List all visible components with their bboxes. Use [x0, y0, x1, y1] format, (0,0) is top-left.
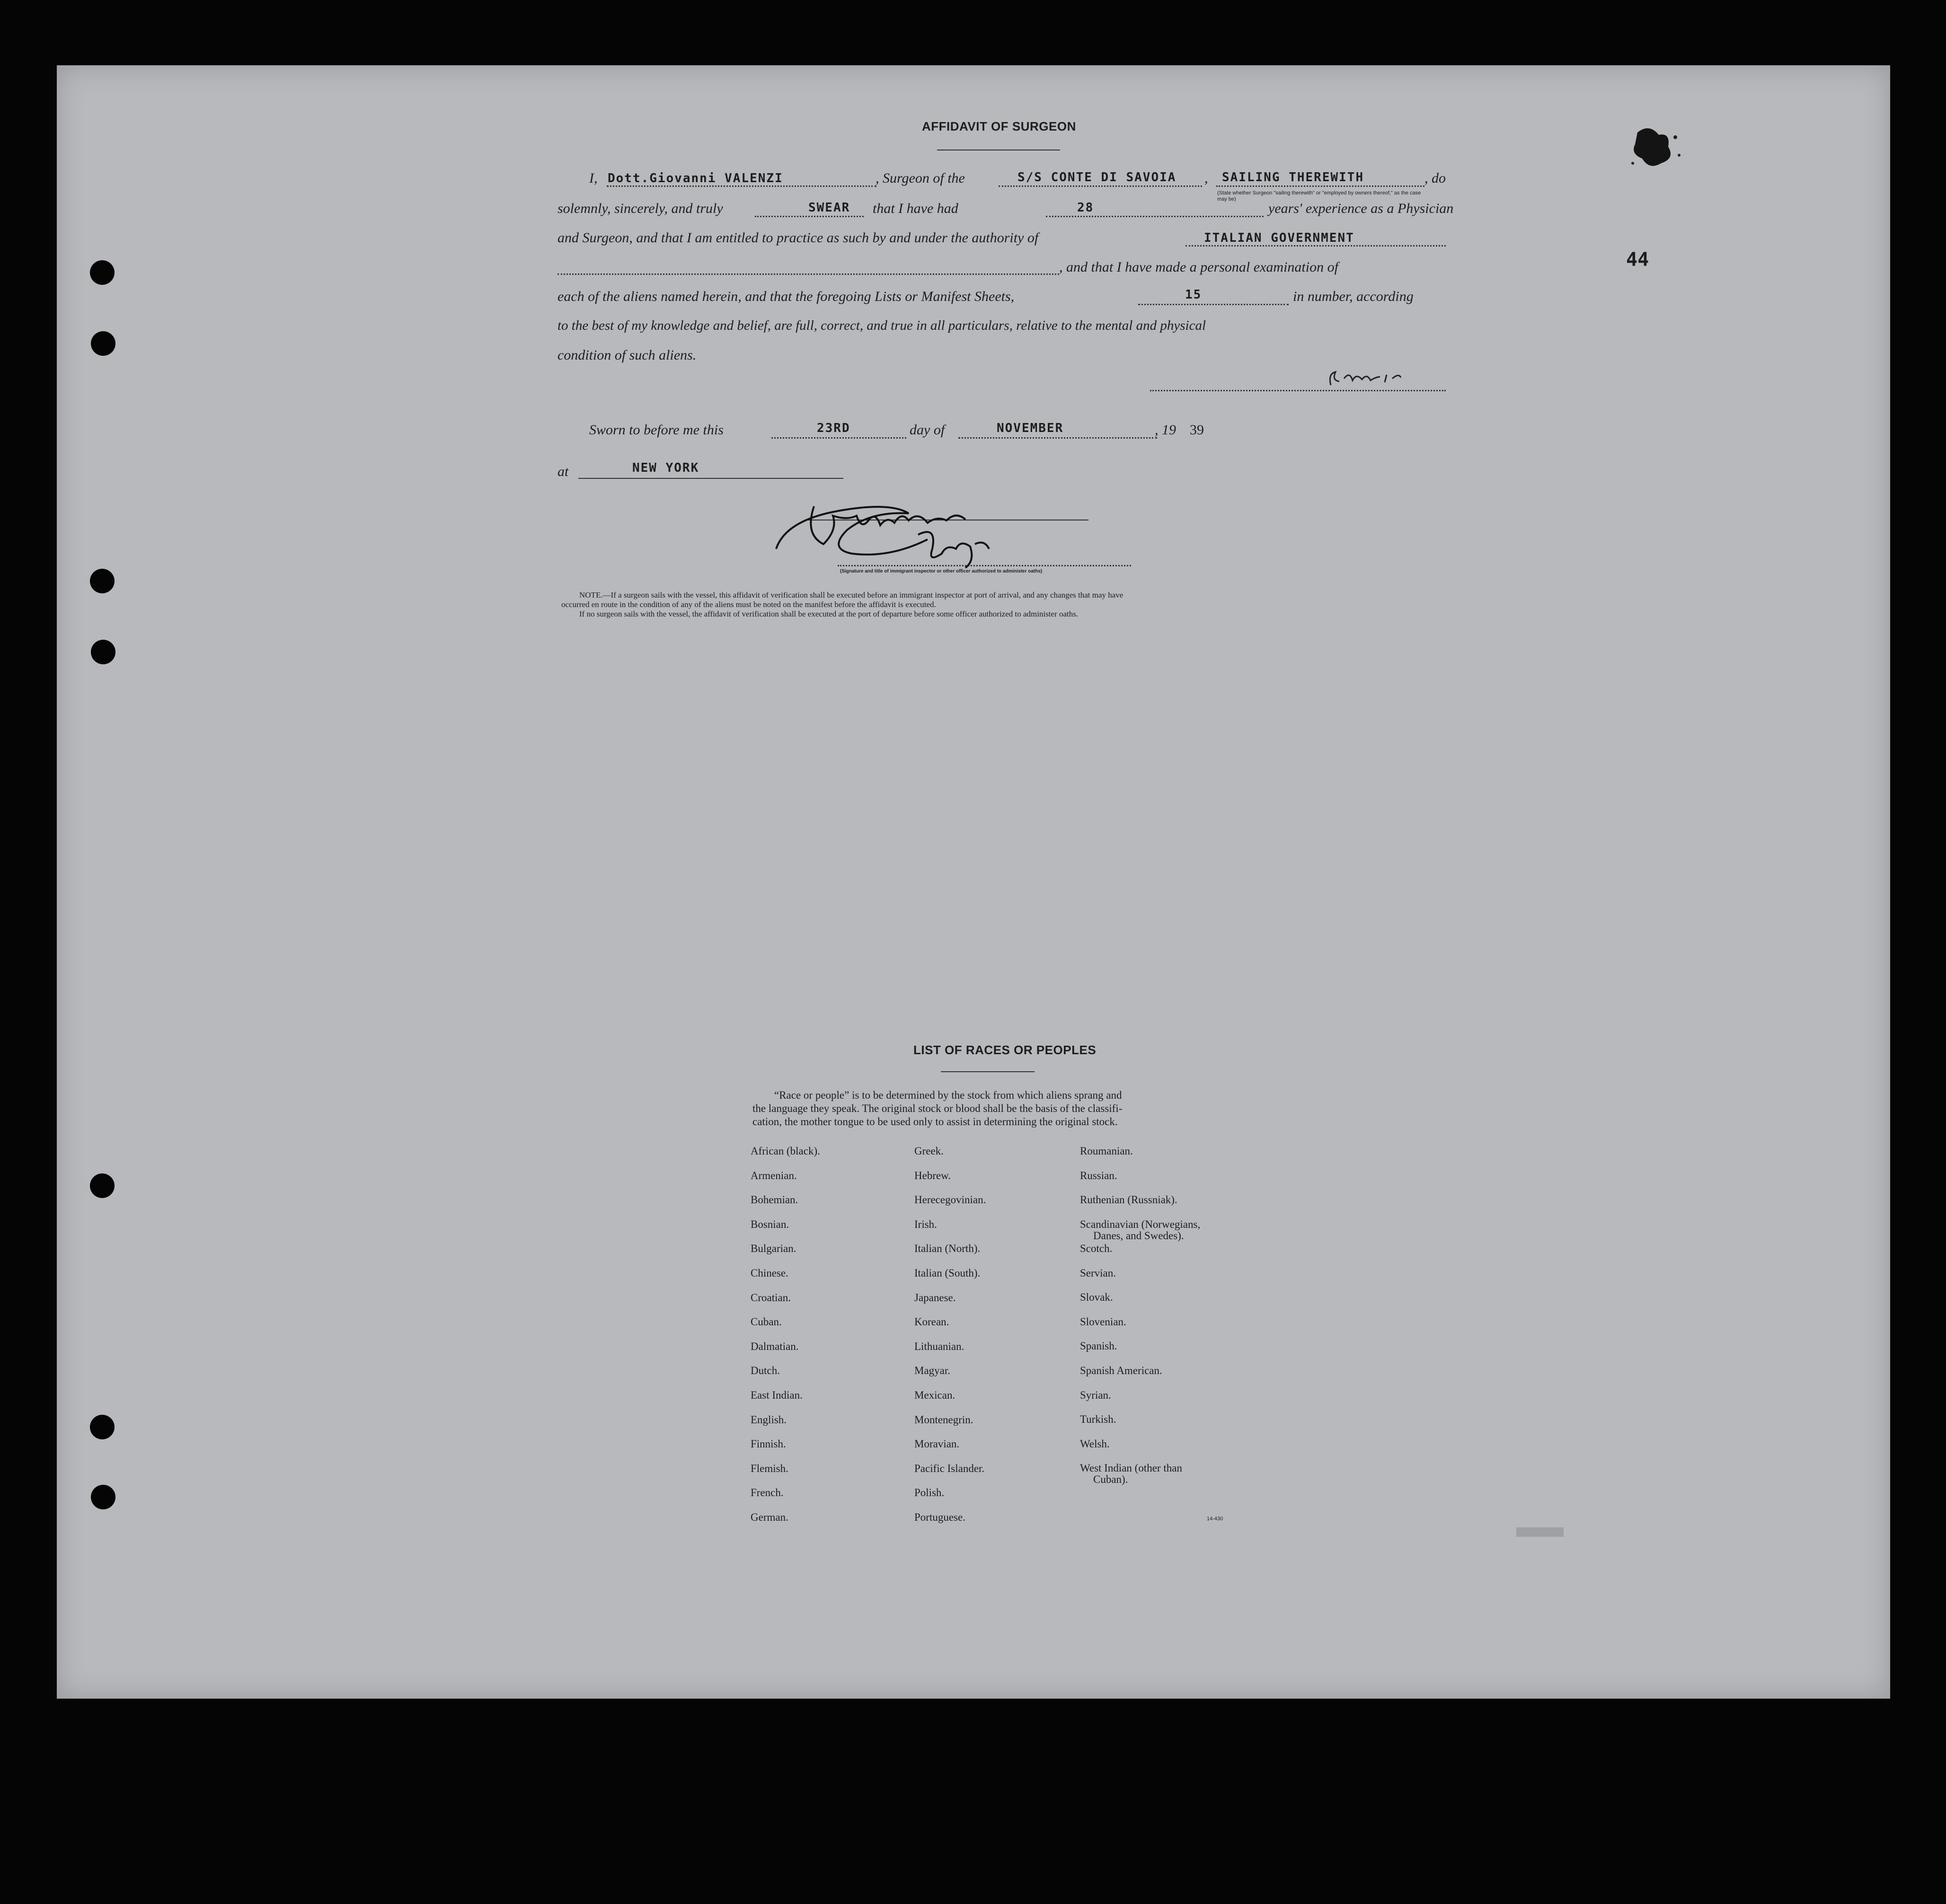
sheets-value: 15: [1185, 288, 1202, 302]
vessel-line: [999, 185, 1202, 187]
race-item: Mexican.: [914, 1389, 955, 1401]
text-best-of-knowledge: to the best of my knowledge and belief, are full, correct, and true in all particulars, relative to the mental and physical: [557, 318, 1206, 333]
text-and-surgeon: and Surgeon, and that I am entitled to practice as such by and under the authority of: [557, 230, 1039, 246]
text-do: , do: [1424, 170, 1446, 186]
race-item: Danes, and Swedes).: [1093, 1229, 1184, 1242]
race-item: Irish.: [914, 1218, 937, 1230]
punch-hole: [90, 1173, 115, 1198]
sworn-year: 39: [1190, 422, 1204, 438]
inspector-signature: [767, 478, 1032, 573]
page-number: 44: [1626, 249, 1649, 271]
race-item: Turkish.: [1080, 1413, 1116, 1426]
place-value: NEW YORK: [632, 461, 699, 475]
race-item: Slovak.: [1080, 1291, 1113, 1304]
race-item: Polish.: [914, 1487, 945, 1499]
text-i-have-had: that I have had: [873, 201, 958, 216]
races-intro-3: cation, the mother tongue to be used only to assist in determining the original stock.: [752, 1116, 1118, 1128]
race-item: Bosnian.: [751, 1218, 789, 1230]
race-item: Italian (South).: [914, 1267, 981, 1279]
race-item: Moravian.: [914, 1438, 960, 1450]
sheets-line: [1138, 304, 1289, 305]
race-item: Magyar.: [914, 1365, 951, 1377]
punch-hole: [90, 1415, 115, 1439]
text-at: at: [557, 464, 569, 479]
race-item: Herecegovinian.: [914, 1194, 986, 1206]
race-item: Slovenian.: [1080, 1315, 1126, 1328]
race-item: Croatian.: [751, 1291, 791, 1304]
race-item: Servian.: [1080, 1267, 1116, 1279]
authority-line: [1185, 245, 1446, 247]
race-item: Chinese.: [751, 1267, 788, 1279]
authority-line-2: [557, 273, 1059, 275]
sailing-note: (State whether Surgeon "sailing therewith" or "employed by owners thereof," as the case may be): [1217, 190, 1421, 202]
text-condition: condition of such aliens.: [557, 347, 697, 363]
race-item: Japanese.: [914, 1291, 956, 1304]
race-item: French.: [751, 1487, 784, 1499]
race-item: Scandinavian (Norwegians,: [1080, 1218, 1201, 1230]
sworn-month-line: [958, 437, 1157, 439]
race-item: Cuban).: [1093, 1473, 1128, 1486]
swear-line: [755, 216, 864, 217]
sworn-day: 23RD: [817, 421, 850, 435]
punch-hole: [90, 569, 115, 593]
sworn-month: NOVEMBER: [997, 421, 1064, 435]
years-value: 28: [1077, 201, 1094, 215]
race-item: East Indian.: [751, 1389, 803, 1401]
race-item: Syrian.: [1080, 1389, 1111, 1401]
race-item: Hebrew.: [914, 1169, 951, 1181]
race-item: English.: [751, 1413, 787, 1426]
text-nineteen: , 19: [1155, 422, 1176, 438]
text-personal-examination: , and that I have made a personal examination of: [1059, 259, 1338, 275]
faint-stamp: [1514, 1524, 1571, 1543]
race-item: Lithuanian.: [914, 1340, 964, 1352]
signature-caption: (Signature and title of immigrant inspector or other officer authorized to administer oaths): [840, 569, 1043, 574]
race-item: Welsh.: [1080, 1437, 1110, 1450]
note-line-2: occurred en route in the condition of any of the aliens must be noted on the manifest before the affidavit is executed.: [561, 600, 936, 609]
text-comma: ,: [1204, 170, 1208, 186]
surgeon-signature: [1325, 364, 1415, 393]
race-item: West Indian (other than: [1080, 1462, 1182, 1474]
race-item: Greek.: [914, 1145, 944, 1157]
races-intro-1: “Race or people” is to be determined by the stock from which aliens sprang and: [774, 1089, 1122, 1101]
race-item: Portuguese.: [914, 1511, 965, 1523]
note-line-3: If no surgeon sails with the vessel, the affidavit of verification shall be executed at the port of departure before some officer authorized to administer oaths.: [579, 609, 1079, 618]
text-each-of-aliens: each of the aliens named herein, and that the foregoing Lists or Manifest Sheets,: [557, 289, 1015, 304]
race-item: Spanish.: [1080, 1340, 1117, 1352]
vessel-name: S/S CONTE DI SAVOIA: [1017, 170, 1176, 185]
affidavit-title: AFFIDAVIT OF SURGEON: [922, 119, 1076, 133]
surgeon-name: Dott.Giovanni VALENZI: [608, 171, 783, 185]
text-day-of: day of: [910, 422, 945, 438]
punch-hole: [91, 1485, 115, 1509]
text-i: I,: [589, 170, 598, 186]
sworn-day-line: [771, 437, 906, 439]
races-title-underline: [941, 1071, 1035, 1072]
race-item: Finnish.: [751, 1438, 786, 1450]
race-item: Bulgarian.: [751, 1243, 796, 1255]
race-item: Russian.: [1080, 1169, 1117, 1181]
text-solemnly: solemnly, sincerely, and truly: [557, 201, 723, 216]
text-surgeon-of: , Surgeon of the: [876, 170, 965, 186]
race-item: Pacific Islander.: [914, 1462, 985, 1474]
years-line: [1046, 216, 1264, 217]
text-in-number: in number, according: [1293, 289, 1414, 304]
sailing-line: [1216, 185, 1424, 187]
race-item: Cuban.: [751, 1316, 782, 1328]
race-item: Scotch.: [1080, 1243, 1113, 1254]
swear-value: SWEAR: [808, 201, 850, 215]
race-item: Bohemian.: [751, 1194, 798, 1206]
race-item: African (black).: [751, 1145, 820, 1157]
race-item: Italian (North).: [914, 1243, 981, 1255]
race-item: Dalmatian.: [751, 1340, 799, 1352]
race-item: Korean.: [914, 1316, 949, 1328]
race-item: Dutch.: [751, 1365, 780, 1377]
text-sworn: Sworn to before me this: [589, 422, 724, 438]
punch-hole: [91, 640, 115, 664]
races-intro-2: the language they speak. The original stock or blood shall be the basis of the classifi-: [752, 1102, 1123, 1114]
authority-value: ITALIAN GOVERNMENT: [1204, 231, 1354, 245]
form-number: 14-430: [1207, 1516, 1223, 1522]
race-item: Montenegrin.: [914, 1413, 973, 1426]
race-item: Flemish.: [751, 1462, 788, 1474]
text-years-experience: years' experience as a Physician: [1268, 201, 1454, 216]
race-item: German.: [751, 1511, 788, 1523]
punch-hole: [91, 331, 115, 356]
sailing-status: SAILING THEREWITH: [1222, 170, 1364, 185]
race-item: Armenian.: [751, 1169, 797, 1181]
race-item: Roumanian.: [1080, 1145, 1133, 1157]
punch-hole: [90, 260, 115, 285]
ink-blot: [1623, 118, 1689, 175]
surgeon-name-line: [607, 185, 876, 187]
document-sheet: [57, 65, 1890, 1699]
races-title: LIST OF RACES OR PEOPLES: [913, 1043, 1097, 1057]
race-item: Ruthenian (Russniak).: [1080, 1194, 1177, 1206]
note-line-1: NOTE.—If a surgeon sails with the vessel, this affidavit of verification shall be executed before an immigrant inspector at port of arrival, and any changes that may have: [579, 591, 1123, 599]
race-item: Spanish American.: [1080, 1365, 1162, 1376]
